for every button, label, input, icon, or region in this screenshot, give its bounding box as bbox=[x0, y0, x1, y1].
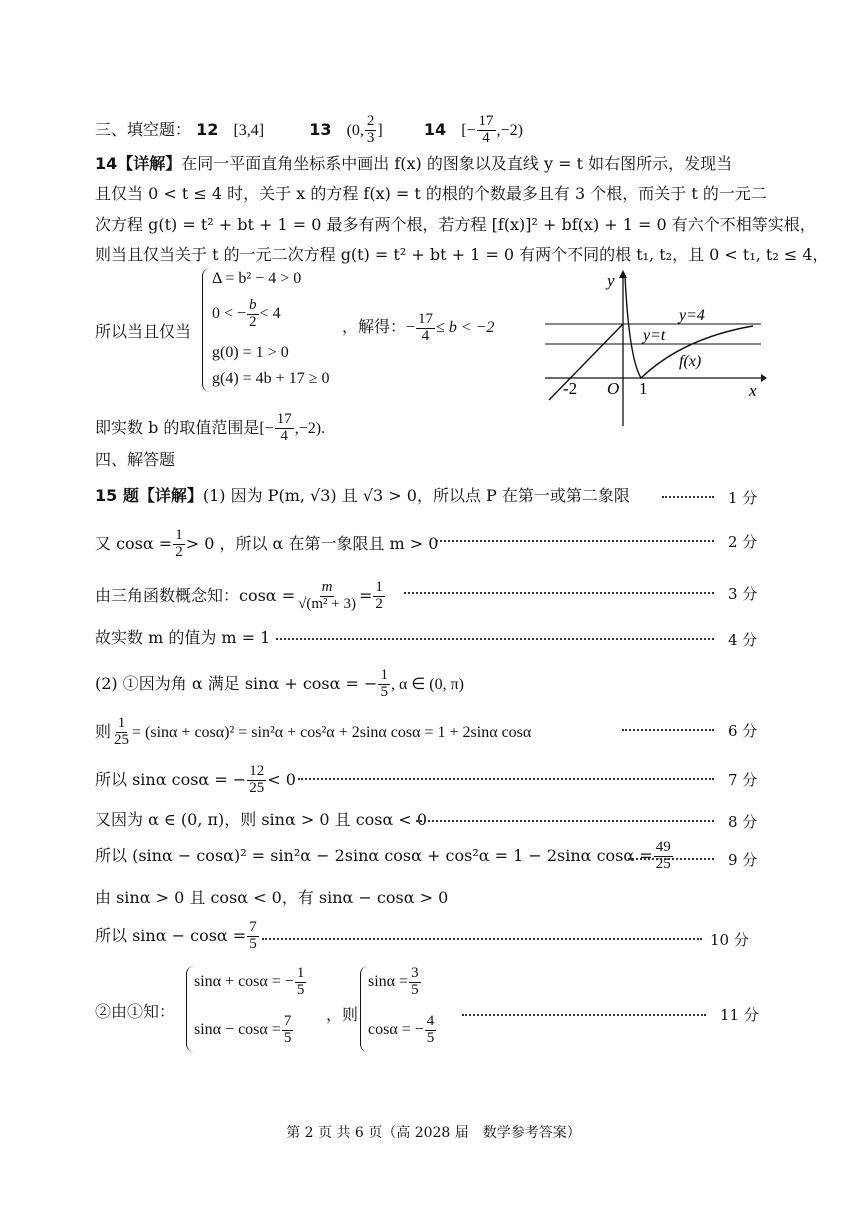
q15-part2-label: ②由①知： bbox=[95, 1002, 176, 1021]
leader-dots bbox=[628, 858, 714, 860]
score-10: 10 分 bbox=[710, 931, 749, 949]
score-9: 9 分 bbox=[728, 851, 758, 869]
system-b-eq-2: cosα = − $\frac{4}{5}$ bbox=[368, 1013, 435, 1046]
score-7: 7 分 bbox=[728, 771, 758, 789]
q15-line-11: 所以 sinα − cosα = $\frac{7}{5}$ bbox=[95, 919, 257, 952]
page-footer: 第 2 页 共 6 页（高 2028 届 数学参考答案） bbox=[286, 1125, 581, 1141]
range-line: 即实数 b 的取值范围是[− $\frac{17}{4}$ ,−2). bbox=[95, 411, 326, 444]
q15-label: 15 题【详解】 bbox=[95, 486, 203, 505]
function-graph bbox=[543, 268, 767, 428]
leader-dots bbox=[622, 729, 714, 731]
graph-label-yt: y=t bbox=[643, 327, 666, 344]
system-eq-3: g(0) = 1 > 0 bbox=[212, 344, 289, 361]
q12-answer: [3,4] bbox=[233, 121, 265, 139]
q15-line-6: 则 $\frac{1}{25}$ = (sinα + cosα)² = sin²α + cos²α + 2sinα cosα = 1 + 2sinα cosα bbox=[95, 715, 532, 748]
q15-line-1: 15 题【详解】(1) 因为 P(m, √3) 且 √3 > 0，所以点 P 在第一或第二象限 bbox=[95, 486, 630, 505]
q13-answer-fraction: $\frac{2}{3}$ bbox=[366, 113, 375, 146]
system-brace bbox=[202, 268, 211, 392]
q13-answer-post: ] bbox=[377, 121, 383, 139]
score-1: 1 分 bbox=[728, 489, 758, 507]
system-eq-4: g(4) = 4b + 17 ≥ 0 bbox=[212, 370, 330, 387]
q14-label: 14【详解】 bbox=[95, 154, 182, 173]
part4-heading: 四、解答题 bbox=[95, 450, 176, 469]
q13-number: 13 bbox=[309, 119, 332, 139]
leader-dots bbox=[662, 496, 714, 498]
q14-line-2: 且仅当 0 < t ≤ 4 时，关于 x 的方程 f(x) = t 的根的个数最多且有 3 个根，而关于 t 的一元二 bbox=[95, 184, 767, 203]
score-8: 8 分 bbox=[728, 813, 758, 831]
leader-dots bbox=[436, 540, 714, 542]
q15-line-3: 由三角函数概念知：cosα = $\frac{m}{\text{√(m² + 3)}}$ = $\frac{1}{2}$ bbox=[95, 579, 383, 612]
q15-line-10: 由 sinα > 0 且 cosα < 0，有 sinα − cosα > 0 bbox=[95, 888, 449, 907]
system-a-eq-1: sinα + cosα = − $\frac{1}{5}$ bbox=[194, 965, 305, 998]
leader-dots bbox=[262, 938, 702, 940]
q15-line-8: 又因为 α ∈ (0, π)，则 sinα > 0 且 cosα < 0 bbox=[95, 810, 428, 829]
graph-label-y4: y=4 bbox=[679, 307, 705, 324]
leader-dots bbox=[404, 592, 714, 594]
system-eq-2: 0 < − $\frac{b}{2}$ < 4 bbox=[212, 297, 281, 330]
q15-line-9: 所以 (sinα − cosα)² = sin²α − 2sinα cosα + cos²α = 1 − 2sinα cosα = $\frac{49}{25}$ bbox=[95, 839, 671, 872]
score-2: 2 分 bbox=[728, 533, 758, 551]
leader-dots bbox=[462, 1014, 706, 1016]
system-eq-1: Δ = b² − 4 > 0 bbox=[212, 270, 302, 287]
q14-line-1 bbox=[95, 154, 732, 173]
leader-dots bbox=[416, 820, 714, 822]
graph-tick-1: 1 bbox=[639, 379, 648, 398]
then-label: ，则 bbox=[326, 1005, 359, 1024]
system-b-eq-1: sinα = $\frac{3}{5}$ bbox=[368, 965, 419, 998]
graph-origin: O bbox=[607, 379, 620, 398]
q14-answer-pre: [− bbox=[461, 121, 476, 139]
q15-line-5: (2) ①因为角 α 满足 sinα + cosα = − $\frac{1}{5}$ , α ∈ (0, π) bbox=[95, 667, 464, 700]
q14-answer-post: ,−2) bbox=[496, 121, 523, 139]
q14-text-1: 在同一平面直角坐标系中画出 f(x) 的图象以及直线 y = t 如右图所示，发现当 bbox=[181, 154, 733, 173]
q15-line-7: 所以 sinα cosα = − $\frac{12}{25}$ < 0 bbox=[95, 763, 296, 796]
system-a-eq-2: sinα − cosα = $\frac{7}{5}$ bbox=[194, 1013, 292, 1046]
solve-result: ，解得：− $\frac{17}{4}$ ≤ b < −2 bbox=[342, 311, 495, 344]
fill-blank-line bbox=[95, 114, 523, 147]
q14-answer-fraction: $\frac{17}{4}$ bbox=[478, 113, 494, 146]
score-3: 3 分 bbox=[728, 585, 758, 603]
score-11: 11 分 bbox=[720, 1006, 759, 1024]
q14-line-3: 次方程 g(t) = t² + bt + 1 = 0 最多有两个根，若方程 [f(x)]² + bf(x) + 1 = 0 有六个不相等实根， bbox=[95, 215, 816, 234]
leader-dots bbox=[298, 778, 714, 780]
graph-tick-neg2: -2 bbox=[563, 379, 578, 398]
graph-x-label: x bbox=[749, 381, 757, 400]
so-only-label: 所以当且仅当 bbox=[95, 322, 192, 341]
score-4: 4 分 bbox=[728, 631, 758, 649]
q15-line-2: 又 cosα = $\frac{1}{2}$ > 0 ，所以 α 在第一象限且 m > 0 bbox=[95, 527, 439, 560]
leader-dots bbox=[276, 638, 714, 640]
score-6: 6 分 bbox=[728, 722, 758, 740]
q14-line-4: 则当且仅当关于 t 的一元二次方程 g(t) = t² + bt + 1 = 0 有两个不同的根 t₁, t₂，且 0 < t₁, t₂ ≤ 4， bbox=[95, 245, 829, 264]
q13-answer-pre: (0, bbox=[346, 121, 364, 139]
section-heading: 三、填空题： bbox=[95, 119, 192, 139]
graph-label-fx: f(x) bbox=[679, 353, 702, 370]
graph-y-label: y bbox=[607, 271, 615, 290]
q12-number: 12 bbox=[196, 119, 219, 139]
q15-line-4: 故实数 m 的值为 m = 1 bbox=[95, 628, 271, 647]
y-axis-arrow bbox=[619, 270, 627, 278]
x-axis-arrow bbox=[761, 374, 767, 382]
q14-number: 14 bbox=[423, 119, 447, 139]
